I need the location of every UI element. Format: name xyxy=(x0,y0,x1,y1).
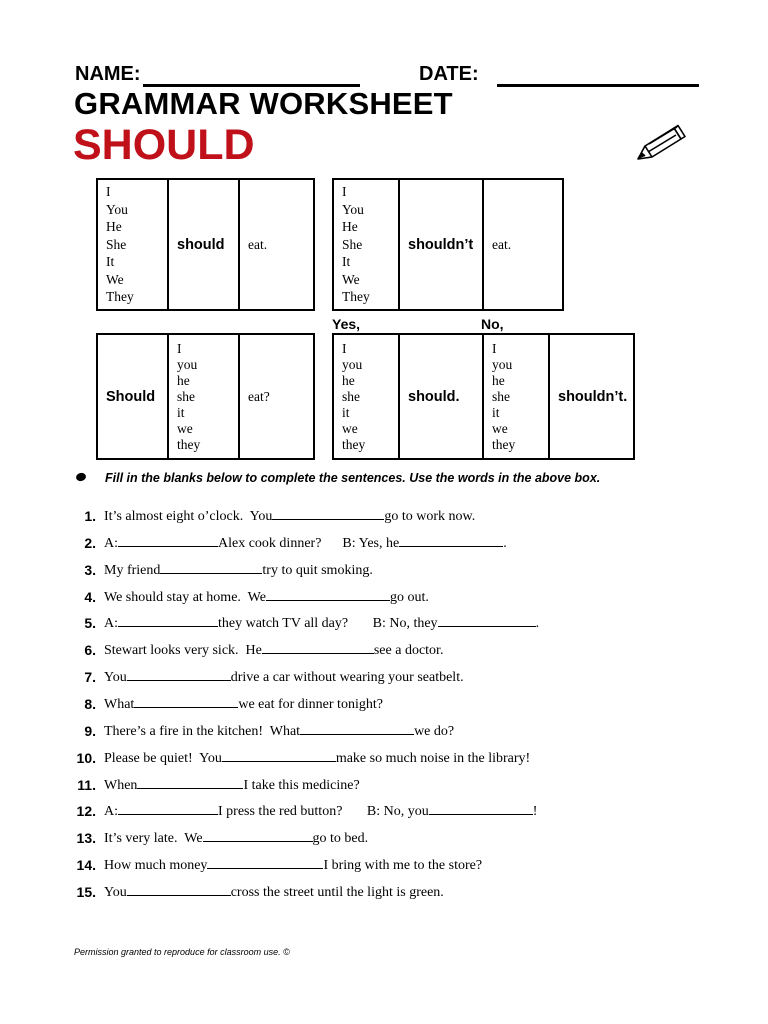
question-text-part: Alex cook dinner? B: Yes, he xyxy=(218,536,400,551)
negative-table xyxy=(332,178,564,311)
question-number: 13. xyxy=(76,830,96,846)
question-text xyxy=(104,749,530,767)
question-text xyxy=(104,722,454,740)
pencil-icon xyxy=(632,120,690,166)
question-text-part: go to work now. xyxy=(384,509,476,524)
question-text-part: A: xyxy=(104,804,118,819)
question-text xyxy=(104,802,537,820)
question-number: 5. xyxy=(84,615,96,631)
question-text-part: How much money xyxy=(104,858,208,873)
question-text xyxy=(104,856,482,874)
affirmative-table xyxy=(96,178,315,311)
question-text-part: we eat for dinner tonight? xyxy=(238,697,383,712)
question-text-part: drive a car without wearing your seatbelt. xyxy=(230,670,464,685)
answer-blank[interactable] xyxy=(438,614,536,627)
question-text-part: go out. xyxy=(389,590,429,605)
verb-cell: eat? xyxy=(239,334,314,459)
answer-blank[interactable] xyxy=(262,641,374,654)
question-text xyxy=(104,883,444,901)
yes-modal-cell: should. xyxy=(399,334,483,459)
question-text-part: I press the red button? B: No, you xyxy=(218,804,429,819)
question-text-part: When xyxy=(104,778,138,793)
instructions: Fill in the blanks below to complete the sentences. Use the words in the above box. xyxy=(105,471,601,485)
answer-blank[interactable] xyxy=(134,695,238,708)
question-number: 1. xyxy=(84,508,96,524)
page-title: GRAMMAR WORKSHEET xyxy=(74,86,453,121)
short-answer-table xyxy=(332,333,635,460)
question-text xyxy=(104,588,429,606)
pronoun-cell: I You He She It We They xyxy=(333,179,399,310)
yes-label: Yes, xyxy=(332,316,361,332)
pronoun-cell: I You He She It We They xyxy=(97,179,168,310)
question-text-part: It’s almost eight o’clock. You xyxy=(104,509,273,524)
question-text-part: A: xyxy=(104,616,118,631)
question-text-part: try to quit smoking. xyxy=(262,563,373,578)
question-text-part: A: xyxy=(104,536,118,551)
question-text-part: see a doctor. xyxy=(373,643,444,658)
question-text-part: I take this medicine? xyxy=(243,778,360,793)
question-number: 10. xyxy=(76,750,96,766)
question-text-part: There’s a fire in the kitchen! What xyxy=(104,724,301,739)
question-number: 2. xyxy=(84,535,96,551)
modal-cell: shouldn’t xyxy=(399,179,483,310)
page-subtitle: SHOULD xyxy=(73,121,255,169)
question-text xyxy=(104,614,539,632)
answer-blank[interactable] xyxy=(127,668,231,681)
question-text-part: . xyxy=(535,616,540,631)
question-number: 15. xyxy=(76,884,96,900)
footer-note: Permission granted to reproduce for classroom use. © xyxy=(74,947,290,957)
question-text-part: cross the street until the light is green. xyxy=(230,885,444,900)
question-text xyxy=(104,641,443,659)
question-text-part: What xyxy=(104,697,135,712)
modal-cell: Should xyxy=(97,334,168,459)
answer-blank[interactable] xyxy=(160,561,262,574)
modal-cell: should xyxy=(168,179,239,310)
question-table xyxy=(96,333,315,460)
name-label: NAME: xyxy=(75,63,141,85)
answer-blank[interactable] xyxy=(399,534,503,547)
verb-cell: eat. xyxy=(239,179,314,310)
question-text-part: I bring with me to the store? xyxy=(323,858,483,873)
no-label: No, xyxy=(481,316,504,332)
question-number: 12. xyxy=(76,803,96,819)
answer-blank[interactable] xyxy=(118,802,218,815)
answer-blank[interactable] xyxy=(118,614,218,627)
question-text-part: Please be quiet! You xyxy=(104,751,222,766)
question-text-part: My friend xyxy=(104,563,161,578)
question-text xyxy=(104,668,464,686)
question-text xyxy=(104,829,368,847)
question-number: 9. xyxy=(84,723,96,739)
question-text-part: we do? xyxy=(414,724,455,739)
answer-blank[interactable] xyxy=(266,588,390,601)
question-number: 7. xyxy=(84,669,96,685)
date-label: DATE: xyxy=(419,63,479,85)
pronoun-cell: I you he she it we they xyxy=(483,334,549,459)
answer-blank[interactable] xyxy=(118,534,218,547)
question-text-part: We should stay at home. We xyxy=(104,590,266,605)
question-number: 14. xyxy=(76,857,96,873)
question-text-part: You xyxy=(104,670,127,685)
question-text xyxy=(104,695,383,713)
answer-blank[interactable] xyxy=(127,883,231,896)
answer-blank[interactable] xyxy=(300,722,414,735)
question-text xyxy=(104,561,373,579)
question-text-part: . xyxy=(503,536,507,551)
verb-cell: eat. xyxy=(483,179,563,310)
answer-blank[interactable] xyxy=(272,507,384,520)
question-text-part: ! xyxy=(532,804,538,819)
question-number: 3. xyxy=(84,562,96,578)
question-text-part: they watch TV all day? B: No, they xyxy=(218,616,438,631)
answer-blank[interactable] xyxy=(207,856,323,869)
question-text xyxy=(104,776,360,794)
question-number: 4. xyxy=(84,589,96,605)
answer-blank[interactable] xyxy=(137,776,243,789)
question-number: 8. xyxy=(84,696,96,712)
question-text-part: Stewart looks very sick. He xyxy=(104,643,262,658)
question-text-part: You xyxy=(104,885,127,900)
date-field[interactable] xyxy=(497,84,699,87)
question-text xyxy=(104,534,507,552)
answer-blank[interactable] xyxy=(429,802,533,815)
pronoun-cell: I you he she it we they xyxy=(168,334,239,459)
pronoun-cell: I you he she it we they xyxy=(333,334,399,459)
answer-blank[interactable] xyxy=(222,749,336,762)
question-text-part: It’s very late. We xyxy=(104,831,203,846)
no-modal-cell: shouldn’t. xyxy=(549,334,634,459)
bullet-icon xyxy=(75,472,87,482)
question-text xyxy=(104,507,475,525)
question-number: 6. xyxy=(84,642,96,658)
question-number: 11. xyxy=(77,777,96,793)
question-text-part: make so much noise in the library! xyxy=(335,751,531,766)
answer-blank[interactable] xyxy=(203,829,313,842)
question-text-part: go to bed. xyxy=(312,831,369,846)
